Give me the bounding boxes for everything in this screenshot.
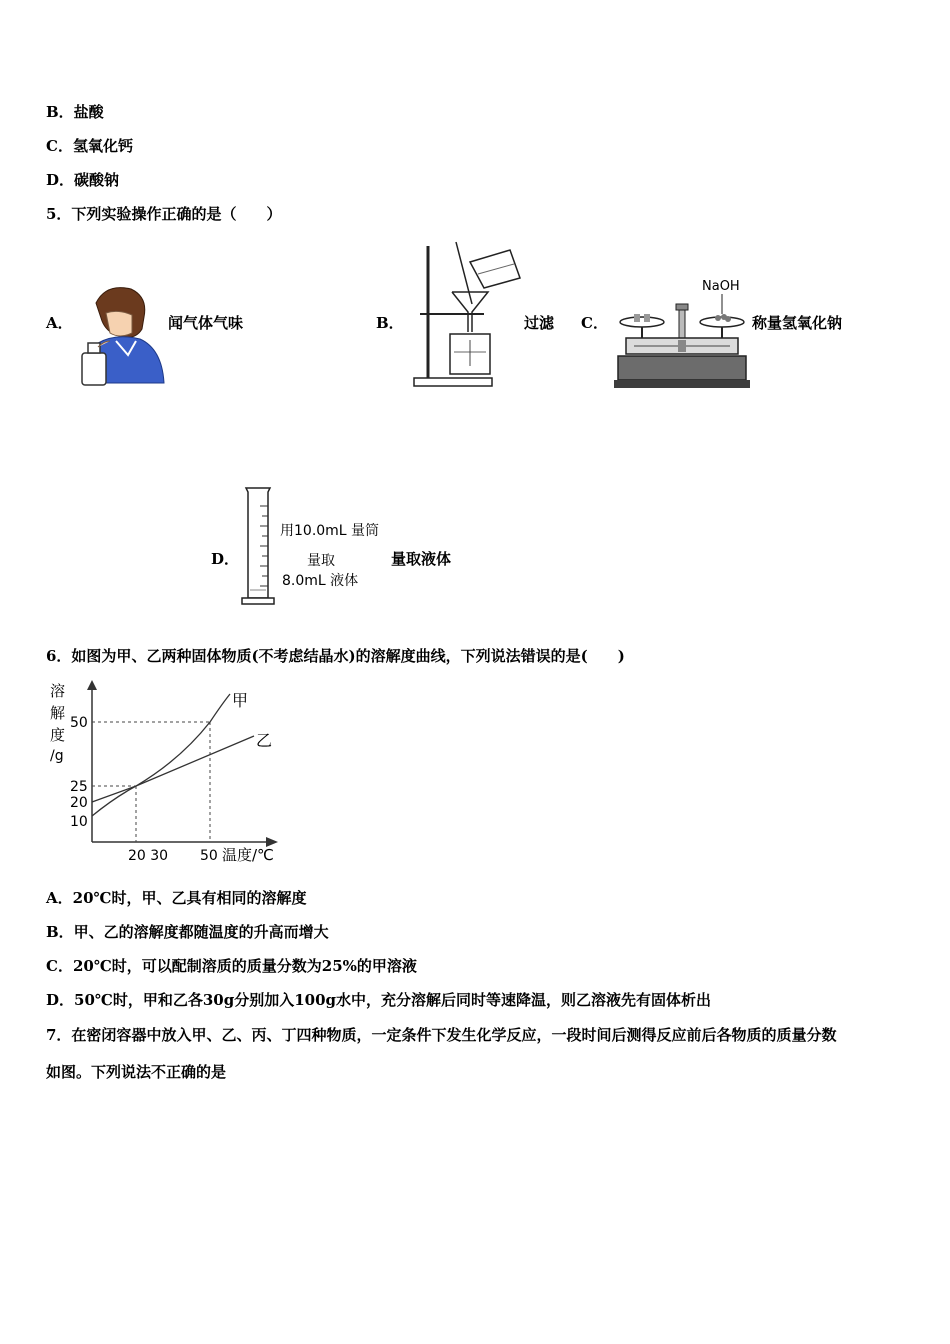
x-tick-50: 50 <box>200 848 218 864</box>
solubility-chart <box>40 676 290 870</box>
y-tick-25: 25 <box>70 779 88 795</box>
q5-option-d-caption: 量取液体 <box>391 550 452 568</box>
ylabel-char-4: /g <box>50 748 64 764</box>
naoh-label: NaOH <box>702 279 740 294</box>
x-axis-label: 温度/℃ <box>222 846 274 864</box>
q5-option-a-letter: A． <box>46 314 73 332</box>
q7-stem-line2: 如图。下列说法不正确的是 <box>46 1063 227 1081</box>
series-jia-label: 甲 <box>232 691 249 710</box>
cylinder-note-2: 量取 <box>307 553 335 569</box>
cylinder-note-1: 用10.0mL 量筒 <box>280 523 380 539</box>
q6-option-a: A．20℃时，甲、乙具有相同的溶解度 <box>46 889 307 907</box>
y-tick-20: 20 <box>70 795 88 811</box>
q7-stem-line1: 7．在密闭容器中放入甲、乙、丙、丁四种物质，一定条件下发生化学反应，一段时间后测得反应前后各物质的质量分数 <box>46 1026 837 1044</box>
q4-option-b: B．盐酸 <box>46 103 104 121</box>
q5-stem: 5．下列实验操作正确的是（ ） <box>46 205 282 223</box>
q5-option-c-letter: C． <box>581 314 608 332</box>
q6-option-b: B．甲、乙的溶解度都随温度的升高而增大 <box>46 923 329 941</box>
q5-option-d-letter: D． <box>211 550 240 568</box>
q6-option-c: C．20℃时，可以配制溶质的质量分数为25%的甲溶液 <box>46 957 417 975</box>
q5-option-a-caption: 闻气体气味 <box>168 314 244 332</box>
y-tick-10: 10 <box>70 814 88 830</box>
q5-option-b-caption: 过滤 <box>524 314 555 332</box>
graduated-cylinder-figure <box>238 486 278 608</box>
q6-stem: 6．如图为甲、乙两种固体物质(不考虑结晶水)的溶解度曲线，下列说法错误的是( ) <box>46 647 625 665</box>
cylinder-note-3: 8.0mL 液体 <box>282 573 359 589</box>
series-yi-label: 乙 <box>256 731 273 750</box>
ylabel-char-3: 度 <box>50 726 66 744</box>
ylabel-char-2: 解 <box>50 704 66 722</box>
q5-option-c-caption: 称量氢氧化钠 <box>752 314 843 332</box>
filtration-figure <box>408 240 528 392</box>
series-yi-curve <box>92 736 254 802</box>
y-axis-arrow <box>87 680 97 690</box>
q5-option-b-letter: B． <box>376 314 404 332</box>
smell-gas-figure <box>76 283 168 391</box>
y-tick-50: 50 <box>70 715 88 731</box>
balance-figure <box>612 276 752 392</box>
q4-option-d: D．碳酸钠 <box>46 171 120 189</box>
q6-option-d: D．50℃时，甲和乙各30g分别加入100g水中，充分溶解后同时等速降温，则乙溶液先有固体析出 <box>46 991 712 1009</box>
x-tick-20-30: 20 30 <box>128 848 169 864</box>
ylabel-char-1: 溶 <box>50 682 66 700</box>
q4-option-c: C．氢氧化钙 <box>46 137 133 155</box>
